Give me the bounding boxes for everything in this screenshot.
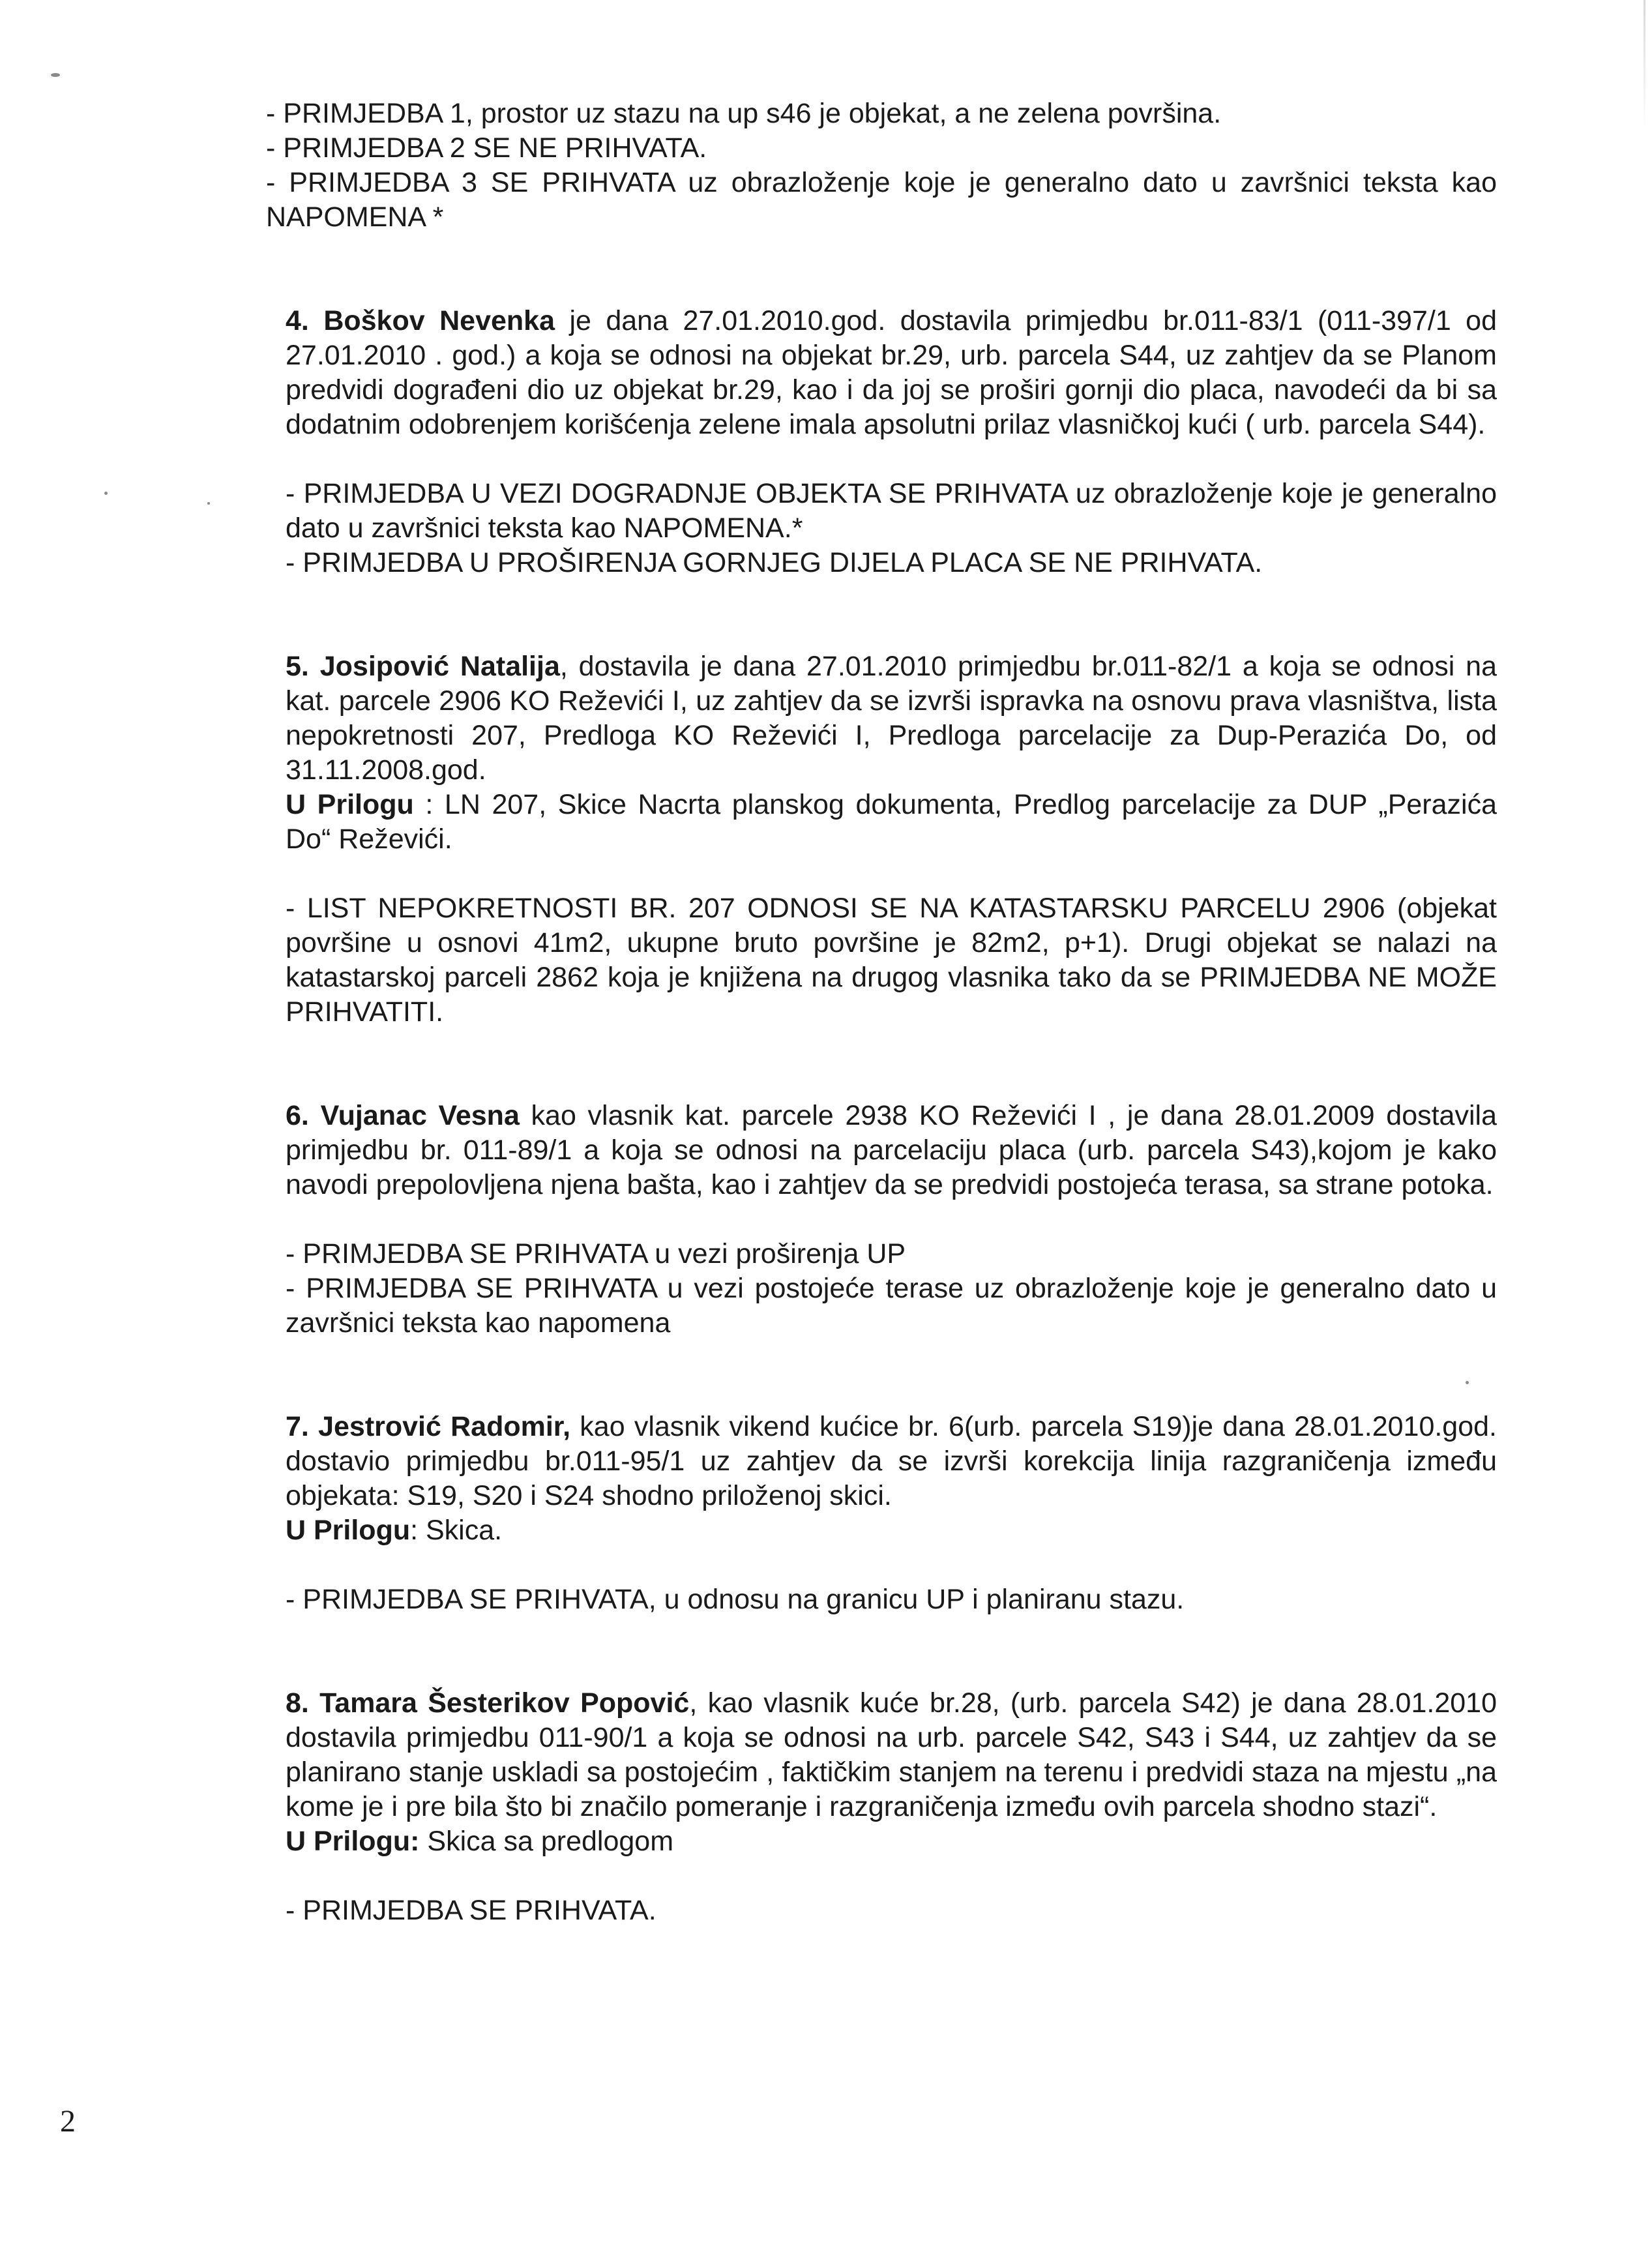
item-6-text: kao vlasnik kat. parcele 2938 KO Reževići I , je dana 28.01.2009 dostavila primjedbu br. 011-89/1 a koja se odnosi na parcelaciju placa (urb. parcela S43),kojom je kako navodi prepolovljena njena bašta, kao i zahtjev da se predvidi postojeća terasa, sa strane potoka. [286,1100,1497,1200]
item-5-name: Josipović Natalija [319,651,560,682]
spacer [266,580,1497,649]
spacer [266,235,1497,304]
item-5-attachment-text: : LN 207, Skice Nacrta planskog dokumenta, Predlog parcelacije za DUP „Perazića Do“ Reževići. [286,789,1497,855]
item-7-attachment-label: U Prilogu [286,1515,411,1546]
item-5-number: 5. [286,651,309,682]
item-7-text: kao vlasnik vikend kućice br. 6(urb. parcela S19)je dana 28.01.2010.god. dostavio primjedbu br.011-95/1 uz zahtjev da se izvrši korekcija linija razgraničenja između objekata: S19, S20 i S24 shodno priloženoj skici. [286,1411,1497,1511]
item-8-name: Tamara Šesterikov Popović [319,1687,690,1719]
item-8-attachment [266,1824,1497,1859]
item-8-response-1: - PRIMJEDBA SE PRIHVATA. [286,1895,656,1926]
item-6-number: 6. [286,1100,309,1131]
item-4-text: je dana 27.01.2010.god. dostavila primjedbu br.011-83/1 (011-397/1 od 27.01.2010 . god.) a koja se odnosi na objekat br.29, urb. parcela S44, uz zahtjev da se Planom predvidi dograđeni dio uz objekat br.29, kao i da joj se proširi gornji dio placa, navodeći da bi sa dodatnim odobrenjem korišćenja zelene imala apsolutni prilaz vlasničkoj kući ( urb. parcela S44). [286,305,1497,440]
item-6-name: Vujanac Vesna [320,1100,520,1131]
scan-edge-shadow [1644,0,1645,130]
item-5-attachment [266,788,1497,857]
item-8-paragraph [266,1686,1497,1824]
item-4-response-2: - PRIMJEDBA U PROŠIRENJA GORNJEG DIJELA PLACA SE NE PRIHVATA. [286,547,1263,578]
spacer [266,442,1497,477]
item-5-text: , dostavila je dana 27.01.2010 primjedbu br.011-82/1 a koja se odnosi na kat. parcele 2906 KO Reževići I, uz zahtjev da se izvrši ispravka na osnovu prava vlasništva, lista nepokretnosti 207, Predloga KO Reževići I, Predloga parcelacije za Dup-Perazića Do, od 31.11.2008.god. [286,651,1497,786]
spacer [266,1341,1497,1410]
document-body [266,96,1497,1928]
item-7-response-1: - PRIMJEDBA SE PRIHVATA, u odnosu na granicu UP i planiranu stazu. [286,1584,1185,1615]
item-4-name: Boškov Nevenka [323,305,555,336]
item-4-paragraph [266,304,1497,442]
spacer [266,1859,1497,1893]
intro-remark-3: - PRIMJEDBA 3 SE PRIHVATA uz obrazloženje koje je generalno dato u završnici teksta kao NAPOMENA * [266,167,1497,233]
item-4-number: 4. [286,305,309,336]
spacer [266,1030,1497,1099]
item-6-response-1: - PRIMJEDBA SE PRIHVATA u vezi proširenja UP [286,1238,906,1269]
item-7-name: Jestrović Radomir, [318,1411,571,1442]
spacer [266,1548,1497,1582]
item-4-response-1: - PRIMJEDBA U VEZI DOGRADNJE OBJEKTA SE PRIHVATA uz obrazloženje koje je generalno dato u završnici teksta kao NAPOMENA.* [286,478,1497,544]
scan-speck [51,73,60,77]
item-8-attachment-label: U Prilogu: [286,1826,420,1857]
item-6-response-2: - PRIMJEDBA SE PRIHVATA u vezi postojeće terase uz obrazloženje koje je generalno dato u završnici teksta kao napomena [286,1273,1497,1339]
scan-speck [207,502,210,505]
item-8-number: 8. [286,1687,309,1719]
spacer [266,1202,1497,1237]
intro-remark-1: - PRIMJEDBA 1, prostor uz stazu na up s46 je objekat, a ne zelena površina. [266,98,1222,129]
item-6-paragraph [266,1099,1497,1202]
item-5-paragraph [266,649,1497,788]
page-number: 2 [60,2104,76,2139]
scan-speck [104,492,108,495]
item-7-attachment-text: : Skica. [410,1515,503,1546]
item-7-attachment [266,1513,1497,1548]
item-8-attachment-text: Skica sa predlogom [419,1826,674,1857]
intro-remark-2: - PRIMJEDBA 2 SE NE PRIHVATA. [266,132,707,164]
spacer [266,857,1497,891]
spacer [266,1617,1497,1686]
item-5-attachment-label: U Prilogu [286,789,414,820]
item-5-response-1: - LIST NEPOKRETNOSTI BR. 207 ODNOSI SE NA KATASTARSKU PARCELU 2906 (objekat površine u osnovi 41m2, ukupne bruto površine je 82m2, p+1). Drugi objekat se nalazi na katastarskoj parceli 2862 koja je knjižena na drugog vlasnika tako da se PRIMJEDBA NE MOŽE PRIHVATITI. [286,893,1497,1028]
item-7-number: 7. [286,1411,309,1442]
item-8-text: , kao vlasnik kuće br.28, (urb. parcela S42) je dana 28.01.2010 dostavila primjedbu 011-90/1 a koja se odnosi na urb. parcele S42, S43 i S44, uz zahtjev da se planirano stanje uskladi sa postojećim , faktičkim stanjem na terenu i predvidi staza na mjestu „na kome je i pre bila što bi značilo pomeranje i razgraničenja između ovih parcela shodno stazi“. [286,1687,1497,1822]
item-7-paragraph [266,1410,1497,1513]
